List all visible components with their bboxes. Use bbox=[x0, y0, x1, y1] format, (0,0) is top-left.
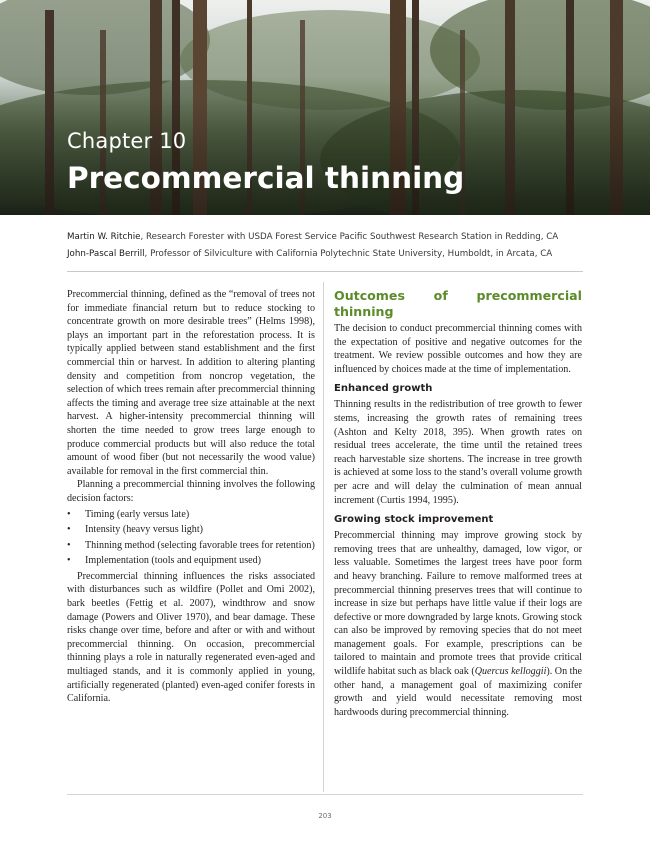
decision-factors-list bbox=[67, 508, 315, 568]
author-line bbox=[67, 246, 587, 263]
author-name: Martin W. Ritchie bbox=[67, 232, 141, 242]
header-divider bbox=[67, 271, 583, 272]
list-item: • Intensity (heavy versus light) bbox=[67, 524, 204, 536]
footer-divider bbox=[67, 794, 583, 795]
risks-paragraph: Precommercial thinning influences the risks associated with disturbances such as wildfire (Pollet and Omi 2002), bark beetles (Fettig et al. 2007), windthrow and snow damage (Powers and Oliver 1970), and bear damage. These risks change over time, before and after or with and without precommercial thinning. On occasion, precommercial thinning plays a role in naturally regenerated even-aged and multiaged stands, and it is commonly applied in young, artificially regenerated (planted) even-aged conifer forests in California. bbox=[67, 570, 315, 705]
bullet-icon: • bbox=[67, 508, 71, 520]
enhanced-growth-paragraph: Thinning results in the redistribution of tree growth to fewer stems, increasing the growth rates of remaining trees (Ashton and Kelty 2018, 395). When growth rates on residual trees accelerate, the time until the retained trees reach harvestable size shortens. The increase in tree growth is achieved at some loss to the stand’s overall volume growth per acre and will delay the culmination of mean annual increment (Curtis 1994, 1995). bbox=[334, 399, 582, 506]
left-column bbox=[67, 288, 315, 706]
decision-factors-paragraph: Planning a precommercial thinning involves the following decision factors: bbox=[67, 479, 315, 504]
subsection-heading: Growing stock improvement bbox=[334, 514, 494, 526]
intro-paragraph: Precommercial thinning, defined as the “removal of trees not for immediate financial return but to reduce stocking to concentrate growth on more desirable trees” (Helms 1998), plays an important part in the reforestation process. It is typically applied between stand establishment and the first commercial thin or harvest. In addition to altering planting density and competition from noncrop vegetation, the selection of which trees remain after precommercial thinning affects the timing and average tree size attainable at the next harvest. A higher-intensity precommercial thinning will shorten the time needed to grow trees large enough to produce commercial products but will also reduce the total amount of wood fiber (but not necessarily the wood value) available for removal in the first commercial thin. bbox=[67, 289, 315, 477]
forest-banner-photo bbox=[0, 0, 650, 215]
growing-stock-paragraph: Precommercial thinning may improve growing stock by removing trees that are unhealthy, damaged, low vigor, or less valuable. Sometimes the largest trees have poor form and heavy branching. Failure to remove malformed trees at precommercial thinning preserves trees that will continue to increase in size but perhaps have little value if their logs are defective or more downgraded by large knots. Growing stock can also be improved by removing species that do not meet management goals. For example, prescriptions can be tailored to maintain and promote trees that provide critical wildlife habitat such as black oak (Quercus kelloggii). On the other hand, a management goal of maximizing conifer growth and yield would necessitate removing most hardwoods during precommercial thinning. bbox=[334, 530, 582, 718]
author-name: John-Pascal Berrill bbox=[67, 249, 145, 259]
subsection-heading: Enhanced growth bbox=[334, 383, 433, 395]
author-list bbox=[67, 229, 587, 263]
page-number: 203 bbox=[318, 812, 332, 820]
bullet-icon: • bbox=[67, 524, 71, 536]
chapter-title: Precommercial thinning bbox=[67, 161, 465, 195]
author-affiliation: , Research Forester with USDA Forest Service Pacific Southwest Research Station in Redding, CA bbox=[140, 232, 559, 242]
bullet-icon: • bbox=[67, 555, 71, 567]
list-item: • Timing (early versus late) bbox=[67, 508, 190, 520]
column-divider bbox=[323, 282, 324, 792]
author-line bbox=[67, 229, 587, 246]
right-column bbox=[334, 288, 582, 719]
author-affiliation: , Professor of Silviculture with California Polytechnic State University, Humboldt, in Arcata, CA bbox=[144, 249, 553, 259]
chapter-heading bbox=[67, 128, 464, 198]
section-heading: Outcomes of precommercial thinning bbox=[334, 288, 582, 319]
list-item: • Implementation (tools and equipment used) bbox=[67, 555, 262, 567]
species-name: Quercus kelloggii bbox=[474, 666, 547, 678]
list-item: • Thinning method (selecting favorable trees for retention) bbox=[67, 539, 315, 551]
section-intro-paragraph: The decision to conduct precommercial thinning comes with the expectation of positive and negative outcomes for the treatment. We review possible outcomes and how they are influenced by choices made at the time of implementation. bbox=[334, 323, 582, 375]
chapter-label: Chapter 10 bbox=[67, 129, 187, 153]
bullet-icon: • bbox=[67, 539, 71, 551]
